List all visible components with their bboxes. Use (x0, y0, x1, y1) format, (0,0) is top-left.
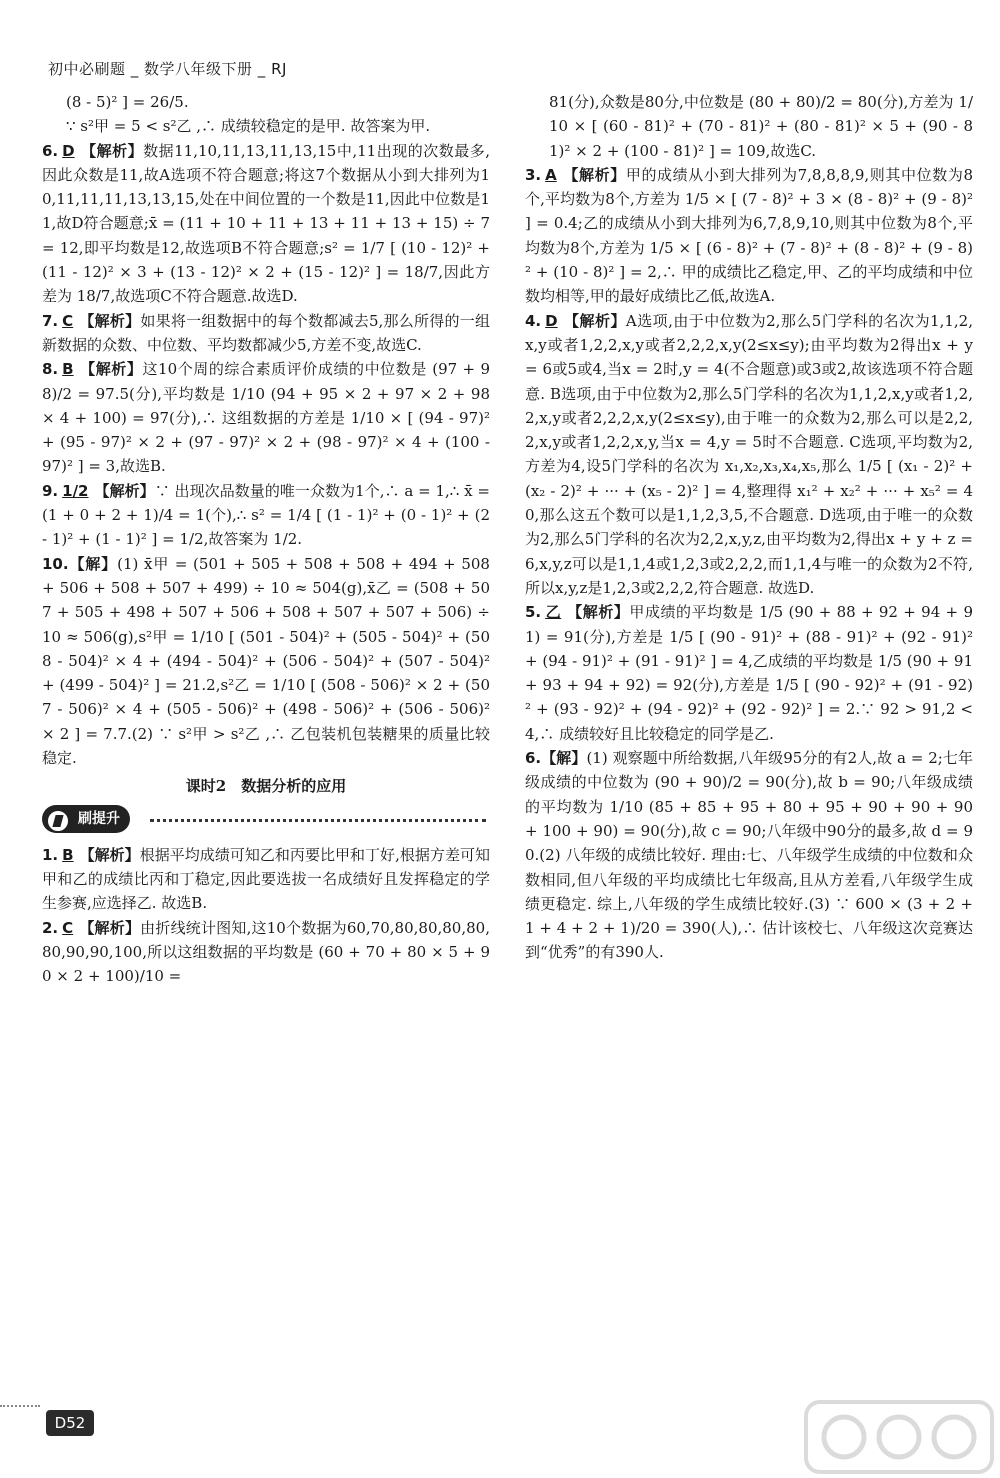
answer-item-5: 5. 乙 【解析】甲成绩的平均数是 1/5 (90 + 88 + 92 + 94 + 91) = 91(分),方差是 1/5 [ (90 - 91)² + (88 - 91)² + (92 - 91)² + (94 - 91)² + (91 - 91)² ] = 4,乙成绩的平均数是 1/5 (90 + 91 + 93 + 94 + 92) = 92(分),方差是 1/5 [ (90 - 92)² + (91 - 92)² + (93 - 92)² + (94 - 92)² + (92 - 92)² ] = 2.∵ 92 > 91,2 < 4,∴ 成绩较好且比较稳定的同学是乙. (525, 603, 978, 743)
answer-item-7: 7. C 【解析】如果将一组数据中的每个数都减去5,那么所得的一组新数据的众数、中位数、平均数都减少5,方差不变,故选C. (42, 311, 490, 354)
answer-item-1: 1. B 【解析】根据平均成绩可知乙和丙要比甲和丁好,根据方差可知甲和乙的成绩比丙和丁稳定,因此要选拔一名成绩好且发挥稳定的学生参赛,应选择乙. 故选B. (42, 845, 490, 913)
answer-item-2: 2. C 【解析】由折线统计图知,这10个数据为60,70,80,80,80,80,80,90,90,100,所以这组数据的平均数是 (60 + 70 + 80 × 5 + 90 × 2 + 100)/10 = (42, 918, 490, 986)
corner-divider (0, 1405, 40, 1407)
answer-item-4: 4. D 【解析】A选项,由于中位数为2,那么5门学科的名次为1,1,2,x,y或者1,2,2,x,y或者2,2,2,x,y(2≤x≤y);由平均数为2得出x + y = 6或5或4,当x = 2时,y = 4(不合题意)或3或2,故该选项不符合题意. B选项,由于中位数为2,那么5门学科的名次为1,1,2,x,y或者1,2,2,x,y或者2,2,2,x,y(2≤x≤y),由于唯一的众数为2,那么可以是2,2,2,x,y或者1,2,2,x,y,当x = 4,y = 5时不合题意. C选项,平均数为2,方差为4,设5门学科的名次为 x₁,x₂,x₃,x₄,x₅,那么 1/5 [ (x₁ - 2)² + (x₂ - 2)² + ··· + (x₅ - 2)² ] = 4,整理得 x₁² + x₂² + ··· + x₅² = 40,那么这五个数可以是1,1,2,3,5,不合题意. D选项,由于唯一的众数为2,那么5门学科的名次为2,2,x,y,z,由平均数为2,得出x + y + z = 6,x,y,z可以是1,1,4或1,2,3或2,2,2,而1,1,4与唯一的众数为2不符,所以x,y,z是1,2,3或2,2,2,符合题意. 故选D. (525, 311, 978, 597)
answer-continuation: ∵ s²甲 = 5 < s²乙 ,∴ 成绩较稳定的是甲. 故答案为甲. (66, 117, 431, 136)
left-column (42, 90, 495, 988)
section-badge: 刷提升 (42, 805, 130, 833)
watermark-logo (804, 1400, 994, 1474)
right-column (525, 90, 978, 965)
answer-continuation: 81(分),众数是80分,中位数是 (80 + 80)/2 = 80(分),方差为 1/10 × [ (60 - 81)² + (70 - 81)² + (80 - 81)² × 5 + (90 - 81)² × 2 + (100 - 81)² ] = 109,故选C. (549, 93, 973, 160)
page-header: 初中必刷题 _ 数学八年级下册 _ RJ (48, 60, 287, 78)
answer-item-3: 3. A 【解析】甲的成绩从小到大排列为7,8,8,8,9,则其中位数为8个,平均数为8个,方差为 1/5 × [ (7 - 8)² + 3 × (8 - 8)² + (9 - 8)² ] = 0.4;乙的成绩从小到大排列为6,7,8,9,10,则其中位数为8个,平均数为8个,方差为 1/5 × [ (6 - 8)² + (7 - 8)² + (8 - 8)² + (9 - 8)² + (10 - 8)² ] = 2,∴ 甲的成绩比乙稳定,甲、乙的平均成绩和中位数均相等,甲的最好成绩比乙低,故选A. (525, 165, 978, 306)
section-banner (42, 803, 490, 837)
answer-item-8: 8. B 【解析】这10个周的综合素质评价成绩的中位数是 (97 + 98)/2 = 97.5(分),平均数是 1/10 (94 + 95 × 2 + 97 × 2 + 98 × 4 + 100) = 97(分),∴ 这组数据的方差是 1/10 × [ (94 - 97)² + (95 - 97)² × 2 + (97 - 97)² × 2 + (98 - 97)² × 4 + (100 - 97)² ] = 3,故选B. (42, 360, 495, 476)
pencil-icon (46, 809, 70, 833)
page-number: D52 (46, 1410, 94, 1436)
answer-item-9: 9. 1/2 【解析】∵ 出现次品数量的唯一众数为1个,∴ a = 1,∴ x̄ = (1 + 0 + 2 + 1)/4 = 1(个),∴ s² = 1/4 [ (1 - 1)² + (0 - 1)² + (2 - 1)² + (1 - 1)² ] = 1/2,故答案为 1/2. (42, 481, 495, 549)
answer-continuation: (8 - 5)² ] = 26/5. (66, 93, 189, 111)
answer-item-6: 6. D 【解析】数据11,10,11,13,11,13,15中,11出现的次数最多,因此众数是11,故A选项不符合题意;将这7个数据从小到大排列为10,11,11,11,13,13,15,处在中间位置的一个数是11,因此中位数是11,故D符合题意;x̄ = (11 + 10 + 11 + 13 + 11 + 13 + 15) ÷ 7 = 12,即平均数是12,故选项B不符合题意;s² = 1/7 [ (10 - 12)² + (11 - 12)² × 3 + (13 - 12)² × 2 + (15 - 12)² ] = 18/7,因此方差为 18/7,故选项C不符合题意.故选D. (42, 141, 495, 306)
answer-item-6b: 6.【解】(1) 观察题中所给数据,八年级95分的有2人,故 a = 2;七年级成绩的中位数为 (90 + 90)/2 = 90(分),故 b = 90;八年级成绩的平均数为 1/10 (85 + 85 + 95 + 80 + 95 + 90 + 90 + 90 + 100 + 90) = 90(分),故 c = 90;八年级中90分的最多,故 d = 90.(2) 八年级的成绩比较好. 理由:七、八年级学生成绩的中位数和众数相同,但八年级的平均成绩比七年级高,且从方差看,八年级学生成绩更稳定. 综上,八年级的学生成绩比较好.(3) ∵ 600 × (3 + 2 + 1 + 4 + 2 + 1)/20 = 390(人),∴ 估计该校七、八年级这次竞赛达到“优秀”的有390人. (525, 749, 978, 962)
section-title: 课时2 数据分析的应用 (185, 777, 347, 796)
answer-item-10: 10.【解】(1) x̄甲 = (501 + 505 + 508 + 508 + 494 + 508 + 506 + 508 + 507 + 499) ÷ 10 ≈ 504(g),x̄乙 = (508 + 507 + 505 + 498 + 507 + 506 + 508 + 507 + 507 + 506) ÷ 10 ≈ 506(g),s²甲 = 1/10 [ (501 - 504)² + (505 - 504)² + (508 - 504)² × 4 + (494 - 504)² + (506 - 504)² + (507 - 504)² + (499 - 504)² ] = 21.2,s²乙 = 1/10 [ (508 - 506)² × 2 + (507 - 506)² × 4 + (505 - 506)² + (498 - 506)² + (506 - 506)² × 2 ] = 7.7.(2) ∵ s²甲 > s²乙 ,∴ 乙包装机包装糖果的质量比较稳定. (42, 554, 495, 768)
banner-divider (150, 819, 486, 822)
